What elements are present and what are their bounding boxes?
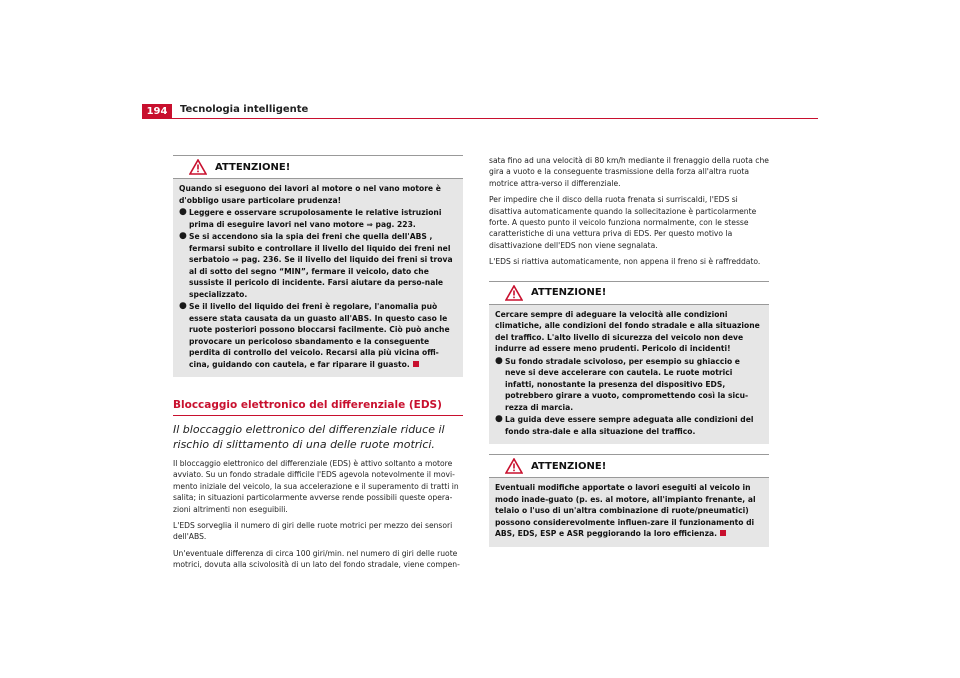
- warning-body: [489, 478, 769, 547]
- section-body: [173, 458, 463, 571]
- warning-bullet: [495, 414, 763, 437]
- warning-intro: Quando si eseguono dei lavori al motore o nel vano motore è d'obbligo usare particolare prudenza!: [179, 184, 441, 205]
- body-paragraph: Il bloccaggio elettronico del differenziale (EDS) è attivo soltanto a motore avviato. Su un fondo stradale difficile l'EDS agevola notevolmente il movi-mento iniziale del veicolo, la sua accelerazione e il superamento di tratti in salita; in situazioni particolarmente avverse rende possibili queste opera-zioni altrimenti non eseguibili.: [173, 459, 459, 514]
- body-paragraph: sata fino ad una velocità di 80 km/h mediante il frenaggio della ruota che gira a vuoto e la conseguente trasmissione della forza all'altra ruota motrice attra-verso il differenziale.: [489, 156, 769, 188]
- warning-title: ATTENZIONE!: [215, 161, 291, 173]
- warning-box-driving: [489, 281, 769, 445]
- warning-box-engine: [173, 155, 463, 377]
- bullet-dot-icon: ●: [495, 414, 503, 425]
- warning-header: [173, 156, 463, 179]
- body-paragraph: Un'eventuale differenza di circa 100 giri/min. nel numero di giri delle ruote motrici, dovuta alla scivolosità di un lato del fondo stradale, viene compen-: [173, 548, 460, 570]
- page-number: 194: [142, 104, 172, 119]
- warning-intro: Eventuali modifiche apportate o lavori eseguiti al veicolo in modo inade-guato (p. es. al motore, all'impianto frenante, al telaio o l'uso di un'altra combinazione di ruote/pneumatici) possono considerevolmente influen-zare il funzionamento di ABS, EDS, ESP e ASR peggiorando la loro efficienza.: [495, 483, 756, 539]
- warning-triangle-icon: [505, 458, 523, 474]
- warning-header: [489, 455, 769, 478]
- warning-title: ATTENZIONE!: [531, 460, 607, 472]
- warning-title: ATTENZIONE!: [531, 287, 607, 299]
- body-paragraph: Per impedire che il disco della ruota frenata si surriscaldi, l'EDS si disattiva automaticamente quando la sollecitazione è particolarmente forte. A questo punto il veicolo funziona normalmente, con le stesse caratteristiche di una vettura priva di EDS. Per questo motivo la disattivazione dell'EDS non viene segnalata.: [489, 195, 757, 250]
- end-of-section-icon: [413, 361, 419, 367]
- body-paragraph: L'EDS sorveglia il numero di giri delle ruote motrici per mezzo dei sensori dell'ABS.: [173, 521, 453, 542]
- warning-bullet-text: Se si accendono sia la spia dei freni che quella dell'ABS , fermarsi subito e controllare il livello del liquido dei freni nel serbatoio ⇒ pag. 236. Se il livello del liquido dei freni si trova al di sotto del segno “MIN”, fermare il veicolo, dato che sussiste il pericolo di incidente. Farsi aiutare da perso-nale specializzato.: [189, 232, 453, 299]
- bullet-dot-icon: ●: [179, 231, 187, 241]
- right-column: [489, 155, 769, 557]
- warning-triangle-icon: [505, 285, 523, 301]
- page-header-title: Tecnologia intelligente: [180, 104, 309, 115]
- warning-bullet-text: La guida deve essere sempre adeguata alle condizioni del fondo stra-dale e alla situazione del traffico.: [505, 415, 754, 436]
- bullet-dot-icon: ●: [179, 207, 187, 217]
- header-rule: [142, 118, 818, 119]
- warning-body: [173, 179, 463, 377]
- warning-bullet-text: Leggere e osservare scrupolosamente le relative istruzioni prima di eseguire lavori nel vano motore ⇒ pag. 223.: [189, 208, 442, 229]
- bullet-dot-icon: ●: [179, 301, 187, 311]
- warning-bullet: [495, 356, 763, 414]
- warning-intro: Cercare sempre di adeguare la velocità alle condizioni climatiche, alle condizioni del fondo stradale e alla situazione del traffico. L'alto livello di sicurezza del veicolo non deve indurre ad essere meno prudenti. Pericolo di incidenti!: [495, 309, 760, 354]
- body-paragraph: L'EDS si riattiva automaticamente, non appena il freno si è raffreddato.: [489, 257, 761, 267]
- warning-body: [489, 305, 769, 445]
- end-of-section-icon: [720, 530, 726, 536]
- warning-bullet: [179, 301, 457, 370]
- warning-bullet: [179, 207, 457, 230]
- section-lead: Il bloccaggio elettronico del differenziale riduce il rischio di slittamento di una delle ruote motrici.: [173, 423, 445, 451]
- left-column: [173, 155, 463, 576]
- warning-bullet: [179, 231, 457, 300]
- warning-bullet-text: Su fondo stradale scivoloso, per esempio su ghiaccio e neve si deve accelerare con cautela. Le ruote motrici infatti, nonostante la presenza del dispositivo EDS, potrebbero girare a vuoto, compromettendo così la sicu-rezza di marcia.: [505, 356, 749, 412]
- section-title: Bloccaggio elettronico del differenziale (EDS): [173, 399, 463, 416]
- warning-triangle-icon: [189, 159, 207, 175]
- right-body: [489, 155, 769, 268]
- warning-box-modifications: [489, 454, 769, 547]
- bullet-dot-icon: ●: [495, 355, 503, 366]
- warning-header: [489, 282, 769, 305]
- warning-bullet-text: Se il livello del liquido dei freni è regolare, l'anomalia può essere stata causata da un guasto all'ABS. In questo caso le ruote posteriori possono bloccarsi facilmente. Ciò può anche provocare un pericoloso sbandamento e la conseguente perdita di controllo del veicolo. Recarsi alla più vicina offi-cina, guidando con cautela, e far riparare il guasto.: [189, 302, 450, 369]
